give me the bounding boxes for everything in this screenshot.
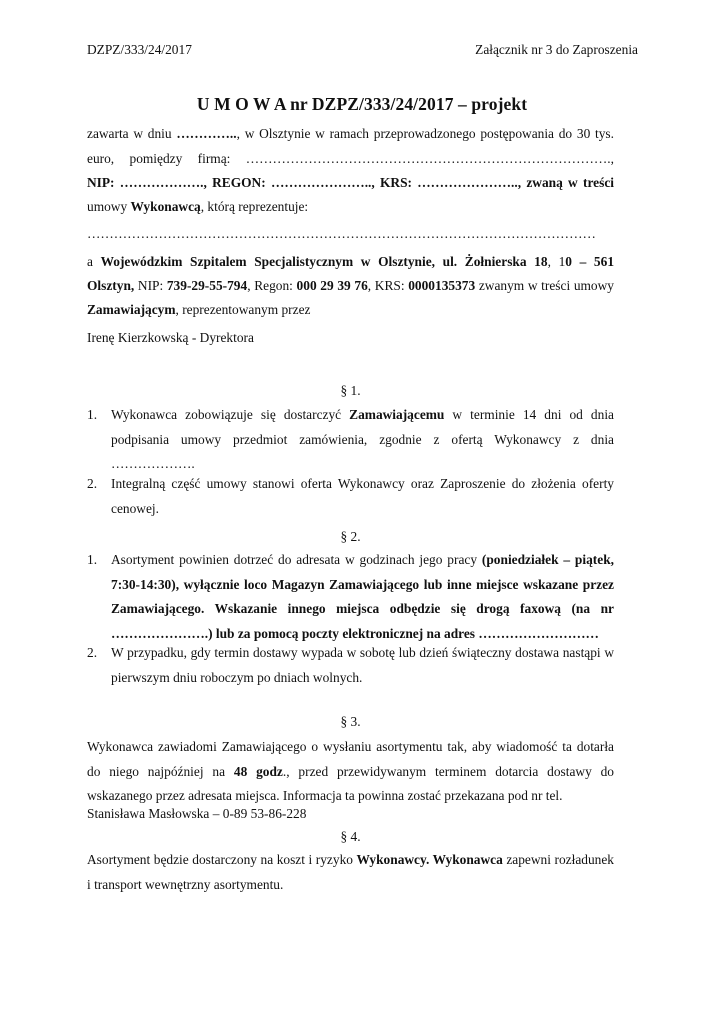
postal-code: 0 – 561 (565, 254, 615, 269)
contractor-term: Wykonawcy. Wykonawca (356, 852, 503, 867)
nip-value: 739-29-55-794 (166, 278, 248, 293)
nip-label: NIP: (134, 278, 167, 293)
ordering-party-term: Zamawiającym (87, 302, 176, 317)
intro-text: , którą reprezentuje: (200, 199, 309, 214)
contact-person: Stanisława Masłowska – 0-89 53-86-228 (87, 806, 307, 821)
s1-item-1 (111, 403, 614, 477)
nip-regon-krs-text: NIP: ………………., REGON: ………………….., KRS: ………………….., zwaną w treści (87, 175, 614, 190)
s4-text: zapewni rozładunek i transport wewnętrzny asortymentu. (87, 852, 614, 892)
regon-value: 000 29 39 76 (296, 278, 368, 293)
hospital-name: Wojewódzkim Szpitalem Specjalistycznym w Olsztynie, ul. Żołnierska 18 (100, 254, 548, 269)
party-line-3 (87, 299, 614, 321)
s3-text: ., przed przewidywanym terminem dotarcia dostawy do wskazanego przez adresata miejsca. Informacja ta powinna zostać przekazana pod nr tel. (87, 763, 614, 803)
intro-text: umowy (87, 199, 131, 214)
s1-item-2-number: 2. (87, 476, 98, 491)
section-2-heading: § 2. (340, 529, 361, 544)
intro-line-1 (87, 123, 614, 145)
s3-text: Wykonawca zawiadomi Zamawiającego o wysłaniu asortymentu tak, aby wiadomość ta dotarła do niego najpóźniej na (87, 739, 614, 779)
s1-item-1-number: 1. (87, 407, 98, 422)
regon-label: , Regon: (247, 278, 297, 293)
krs-value: 0000135373 (408, 278, 476, 293)
party-text: , reprezentowanym przez (175, 302, 311, 317)
s2-item-2-number: 2. (87, 645, 98, 660)
party-text: zwanym w treści umowy (475, 278, 614, 293)
section-4-text (87, 848, 614, 897)
representative-dots: …………………………………………………………………………………………………… (87, 226, 596, 241)
section-3-heading: § 3. (340, 714, 361, 729)
representative-name: Irenę Kierzkowską - Dyrektora (87, 330, 254, 345)
intro-line-4 (87, 196, 614, 218)
section-4-heading: § 4. (340, 829, 361, 844)
party-line-1 (87, 251, 614, 273)
s1-item-1-text: Wykonawca zobowiązuje się dostarczyć (111, 407, 350, 422)
document-reference: DZPZ/333/24/2017 (87, 42, 192, 57)
city: Olsztyn, (87, 278, 135, 293)
intro-line-2: euro, pomiędzy firmą: ………………………………………………………………………., (87, 151, 614, 166)
notice-hours: 48 godz (233, 763, 283, 779)
section-3-text (87, 735, 614, 809)
krs-label: , KRS: (367, 278, 409, 293)
intro-text: , w Olsztynie w ramach przeprowadzonego postępowania do 30 tys. (236, 126, 614, 141)
s2-item-1 (111, 548, 614, 646)
s1-item-2: Integralną część umowy stanowi oferta Wykonawcy oraz Zaproszenie do złożenia oferty cenowej. (111, 476, 614, 516)
delivery-terms: (poniedziałek – piątek, 7:30-14:30), wyłącznie loco Magazyn Zamawiającego lub inne miejsce wskazane przez Zamawiającego. Wskazanie innego miejsca odbędzie się drogą faxową (na nr ………………….) lub za pomocą poczty elektronicznej na adres ……………………… (111, 552, 614, 641)
intro-line-3 (87, 172, 614, 194)
party-line-2 (87, 275, 614, 297)
party-text: a (87, 254, 101, 269)
s2-item-2: W przypadku, gdy termin dostawy wypada w sobotę lub dzień świąteczny dostawa nastąpi w pierwszym dniu roboczym po dniach wolnych. (111, 645, 614, 685)
s1-item-1-text: w terminie 14 dni od dnia podpisania umowy przedmiot zamówienia, zgodnie z ofertą Wykonawcy z dnia ………………. (111, 407, 614, 471)
s2-item-1-text: Asortyment powinien dotrzeć do adresata w godzinach jego pracy (111, 552, 482, 567)
contract-title: U M O W A nr DZPZ/333/24/2017 – projekt (196, 94, 528, 114)
s2-item-1-number: 1. (87, 552, 98, 567)
contractor-term: Wykonawcą (130, 199, 201, 214)
section-1-heading: § 1. (340, 383, 361, 398)
intro-text: zawarta w dniu (87, 126, 177, 141)
s4-text: Asortyment będzie dostarczony na koszt i ryzyko (87, 852, 357, 867)
attachment-label: Załącznik nr 3 do Zaproszenia (475, 42, 638, 57)
party-text: , 1 (547, 254, 566, 269)
date-placeholder: ………….. (176, 126, 237, 141)
ordering-party-term: Zamawiającemu (349, 407, 445, 422)
